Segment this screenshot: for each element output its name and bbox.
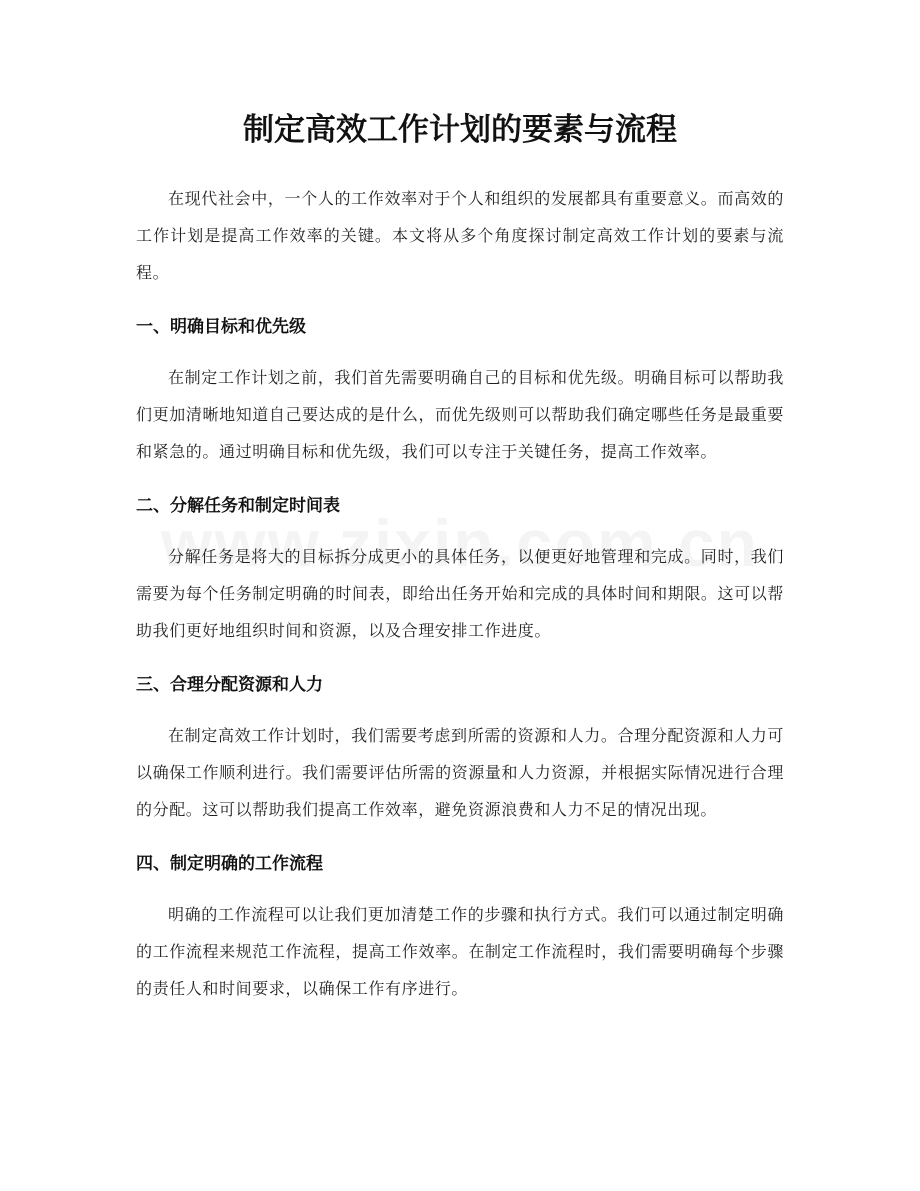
document-title: 制定高效工作计划的要素与流程: [243, 112, 677, 148]
section-paragraph-2: 分解任务是将大的目标拆分成更小的具体任务，以便更好地管理和完成。同时，我们需要为每个任务制定明确的时间表，即给出任务开始和完成的具体时间和期限。这可以帮助我们更好地组织时间和资源，以及合理安排工作进度。: [136, 547, 784, 640]
document-body: [136, 180, 784, 1028]
section-heading-3: 三、合理分配资源和人力: [136, 675, 323, 695]
section-paragraph-4: 明确的工作流程可以让我们更加清楚工作的步骤和执行方式。我们可以通过制定明确的工作流程来规范工作流程，提高工作效率。在制定工作流程时，我们需要明确每个步骤的责任人和时间要求，以确保工作有序进行。: [136, 905, 784, 998]
section-heading-1: 一、明确目标和优先级: [136, 317, 306, 337]
intro-paragraph: 在现代社会中，一个人的工作效率对于个人和组织的发展都具有重要意义。而高效的工作计划是提高工作效率的关键。本文将从多个角度探讨制定高效工作计划的要素与流程。: [136, 189, 784, 282]
section-paragraph-1: 在制定工作计划之前，我们首先需要明确自己的目标和优先级。明确目标可以帮助我们更加清晰地知道自己要达成的是什么，而优先级则可以帮助我们确定哪些任务是最重要和紧急的。通过明确目标和优先级，我们可以专注于关键任务，提高工作效率。: [136, 368, 784, 461]
section-heading-2: 二、分解任务和制定时间表: [136, 496, 340, 516]
section-paragraph-3: 在制定高效工作计划时，我们需要考虑到所需的资源和人力。合理分配资源和人力可以确保工作顺利进行。我们需要评估所需的资源量和人力资源，并根据实际情况进行合理的分配。这可以帮助我们提高工作效率，避免资源浪费和人力不足的情况出现。: [136, 726, 784, 819]
section-heading-4: 四、制定明确的工作流程: [136, 854, 323, 874]
